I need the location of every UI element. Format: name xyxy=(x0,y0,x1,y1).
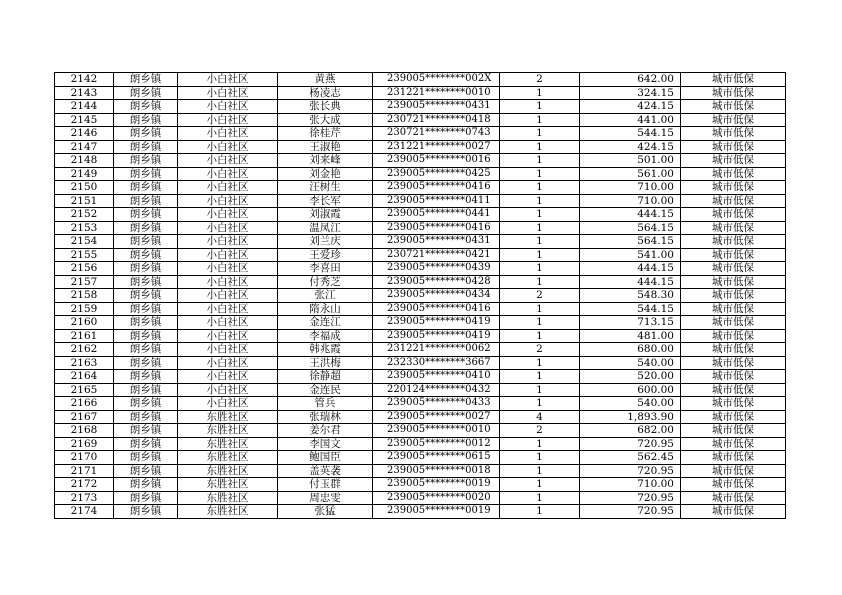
cell-subsidy-type: 城市低保 xyxy=(681,113,786,127)
cell-household-size: 2 xyxy=(500,343,580,357)
cell-amount: 324.15 xyxy=(580,86,681,100)
cell-town: 朗乡镇 xyxy=(114,181,178,195)
cell-row-number: 2146 xyxy=(55,127,114,141)
cell-id-number: 239005********0428 xyxy=(373,275,500,289)
cell-name: 周忠雯 xyxy=(278,491,373,505)
cell-town: 朗乡镇 xyxy=(114,73,178,87)
cell-row-number: 2170 xyxy=(55,451,114,465)
cell-id-number: 239005********0416 xyxy=(373,181,500,195)
cell-id-number: 239005********0416 xyxy=(373,302,500,316)
table-row xyxy=(55,424,786,438)
cell-amount: 540.00 xyxy=(580,356,681,370)
cell-row-number: 2152 xyxy=(55,208,114,222)
cell-row-number: 2173 xyxy=(55,491,114,505)
cell-subsidy-type: 城市低保 xyxy=(681,356,786,370)
cell-id-number: 239005********0441 xyxy=(373,208,500,222)
cell-community: 东胜社区 xyxy=(178,505,278,519)
cell-town: 朗乡镇 xyxy=(114,302,178,316)
cell-subsidy-type: 城市低保 xyxy=(681,491,786,505)
cell-town: 朗乡镇 xyxy=(114,356,178,370)
cell-amount: 720.95 xyxy=(580,437,681,451)
cell-id-number: 239005********0439 xyxy=(373,262,500,276)
cell-amount: 642.00 xyxy=(580,73,681,87)
cell-name: 金连江 xyxy=(278,316,373,330)
cell-household-size: 1 xyxy=(500,397,580,411)
cell-amount: 564.15 xyxy=(580,221,681,235)
cell-amount: 444.15 xyxy=(580,262,681,276)
cell-row-number: 2143 xyxy=(55,86,114,100)
cell-subsidy-type: 城市低保 xyxy=(681,100,786,114)
cell-household-size: 1 xyxy=(500,316,580,330)
cell-town: 朗乡镇 xyxy=(114,329,178,343)
cell-household-size: 1 xyxy=(500,302,580,316)
cell-household-size: 2 xyxy=(500,424,580,438)
cell-amount: 520.00 xyxy=(580,370,681,384)
cell-id-number: 231221********0062 xyxy=(373,343,500,357)
cell-amount: 501.00 xyxy=(580,154,681,168)
cell-name: 李喜田 xyxy=(278,262,373,276)
cell-community: 小白社区 xyxy=(178,397,278,411)
cell-subsidy-type: 城市低保 xyxy=(681,167,786,181)
cell-subsidy-type: 城市低保 xyxy=(681,181,786,195)
cell-name: 姜尔君 xyxy=(278,424,373,438)
cell-community: 东胜社区 xyxy=(178,424,278,438)
cell-name: 李国文 xyxy=(278,437,373,451)
table-row xyxy=(55,100,786,114)
cell-town: 朗乡镇 xyxy=(114,410,178,424)
cell-town: 朗乡镇 xyxy=(114,343,178,357)
subsidy-roster-table xyxy=(54,72,786,519)
cell-community: 小白社区 xyxy=(178,194,278,208)
cell-household-size: 1 xyxy=(500,275,580,289)
cell-community: 东胜社区 xyxy=(178,437,278,451)
cell-row-number: 2154 xyxy=(55,235,114,249)
cell-community: 小白社区 xyxy=(178,302,278,316)
table-row xyxy=(55,343,786,357)
cell-id-number: 230721********0421 xyxy=(373,248,500,262)
cell-household-size: 1 xyxy=(500,329,580,343)
cell-community: 小白社区 xyxy=(178,221,278,235)
cell-subsidy-type: 城市低保 xyxy=(681,478,786,492)
cell-household-size: 1 xyxy=(500,100,580,114)
cell-row-number: 2167 xyxy=(55,410,114,424)
cell-town: 朗乡镇 xyxy=(114,248,178,262)
cell-id-number: 220124********0432 xyxy=(373,383,500,397)
cell-town: 朗乡镇 xyxy=(114,451,178,465)
cell-row-number: 2149 xyxy=(55,167,114,181)
cell-town: 朗乡镇 xyxy=(114,505,178,519)
table-row xyxy=(55,154,786,168)
cell-id-number: 239005********0019 xyxy=(373,505,500,519)
cell-subsidy-type: 城市低保 xyxy=(681,383,786,397)
cell-household-size: 1 xyxy=(500,491,580,505)
cell-community: 小白社区 xyxy=(178,154,278,168)
cell-town: 朗乡镇 xyxy=(114,397,178,411)
cell-subsidy-type: 城市低保 xyxy=(681,329,786,343)
cell-community: 小白社区 xyxy=(178,86,278,100)
cell-household-size: 1 xyxy=(500,235,580,249)
cell-subsidy-type: 城市低保 xyxy=(681,370,786,384)
cell-name: 张江 xyxy=(278,289,373,303)
table-body xyxy=(55,73,786,519)
table-row xyxy=(55,491,786,505)
cell-amount: 441.00 xyxy=(580,113,681,127)
cell-id-number: 239005********0431 xyxy=(373,235,500,249)
cell-row-number: 2147 xyxy=(55,140,114,154)
cell-name: 李福成 xyxy=(278,329,373,343)
cell-household-size: 2 xyxy=(500,73,580,87)
cell-town: 朗乡镇 xyxy=(114,275,178,289)
cell-town: 朗乡镇 xyxy=(114,383,178,397)
cell-subsidy-type: 城市低保 xyxy=(681,127,786,141)
cell-subsidy-type: 城市低保 xyxy=(681,262,786,276)
cell-household-size: 1 xyxy=(500,451,580,465)
cell-amount: 562.45 xyxy=(580,451,681,465)
cell-amount: 481.00 xyxy=(580,329,681,343)
cell-amount: 424.15 xyxy=(580,100,681,114)
table-row xyxy=(55,464,786,478)
cell-community: 小白社区 xyxy=(178,343,278,357)
cell-subsidy-type: 城市低保 xyxy=(681,316,786,330)
cell-row-number: 2166 xyxy=(55,397,114,411)
table-row xyxy=(55,356,786,370)
cell-town: 朗乡镇 xyxy=(114,235,178,249)
cell-community: 小白社区 xyxy=(178,113,278,127)
table-row xyxy=(55,329,786,343)
cell-community: 东胜社区 xyxy=(178,478,278,492)
cell-subsidy-type: 城市低保 xyxy=(681,302,786,316)
table-row xyxy=(55,275,786,289)
cell-row-number: 2155 xyxy=(55,248,114,262)
cell-id-number: 239005********0027 xyxy=(373,410,500,424)
cell-amount: 544.15 xyxy=(580,302,681,316)
cell-subsidy-type: 城市低保 xyxy=(681,194,786,208)
cell-town: 朗乡镇 xyxy=(114,140,178,154)
cell-id-number: 239005********0416 xyxy=(373,221,500,235)
cell-subsidy-type: 城市低保 xyxy=(681,248,786,262)
cell-household-size: 1 xyxy=(500,208,580,222)
cell-row-number: 2153 xyxy=(55,221,114,235)
table-row xyxy=(55,289,786,303)
cell-community: 小白社区 xyxy=(178,329,278,343)
cell-row-number: 2169 xyxy=(55,437,114,451)
table-row xyxy=(55,86,786,100)
cell-id-number: 239005********002X xyxy=(373,73,500,87)
table-row xyxy=(55,262,786,276)
cell-town: 朗乡镇 xyxy=(114,478,178,492)
cell-id-number: 239005********0019 xyxy=(373,478,500,492)
cell-town: 朗乡镇 xyxy=(114,289,178,303)
cell-subsidy-type: 城市低保 xyxy=(681,154,786,168)
cell-name: 管兵 xyxy=(278,397,373,411)
cell-subsidy-type: 城市低保 xyxy=(681,140,786,154)
cell-id-number: 239005********0434 xyxy=(373,289,500,303)
cell-id-number: 239005********0018 xyxy=(373,464,500,478)
cell-household-size: 1 xyxy=(500,113,580,127)
table-row xyxy=(55,208,786,222)
cell-amount: 600.00 xyxy=(580,383,681,397)
cell-subsidy-type: 城市低保 xyxy=(681,275,786,289)
cell-row-number: 2161 xyxy=(55,329,114,343)
cell-name: 王洪梅 xyxy=(278,356,373,370)
cell-amount: 720.95 xyxy=(580,505,681,519)
cell-community: 小白社区 xyxy=(178,370,278,384)
cell-subsidy-type: 城市低保 xyxy=(681,410,786,424)
cell-town: 朗乡镇 xyxy=(114,113,178,127)
cell-name: 鲍国臣 xyxy=(278,451,373,465)
cell-subsidy-type: 城市低保 xyxy=(681,437,786,451)
cell-town: 朗乡镇 xyxy=(114,127,178,141)
cell-id-number: 239005********0615 xyxy=(373,451,500,465)
cell-amount: 540.00 xyxy=(580,397,681,411)
cell-row-number: 2168 xyxy=(55,424,114,438)
cell-household-size: 2 xyxy=(500,289,580,303)
cell-town: 朗乡镇 xyxy=(114,100,178,114)
cell-row-number: 2171 xyxy=(55,464,114,478)
table-row xyxy=(55,451,786,465)
table-row xyxy=(55,505,786,519)
cell-household-size: 1 xyxy=(500,383,580,397)
cell-community: 小白社区 xyxy=(178,73,278,87)
cell-row-number: 2151 xyxy=(55,194,114,208)
cell-household-size: 1 xyxy=(500,437,580,451)
cell-name: 张大成 xyxy=(278,113,373,127)
cell-id-number: 239005********0410 xyxy=(373,370,500,384)
cell-household-size: 4 xyxy=(500,410,580,424)
cell-name: 付秀芝 xyxy=(278,275,373,289)
cell-community: 小白社区 xyxy=(178,275,278,289)
table-row xyxy=(55,181,786,195)
cell-name: 张瑞林 xyxy=(278,410,373,424)
cell-name: 李长军 xyxy=(278,194,373,208)
cell-id-number: 239005********0419 xyxy=(373,316,500,330)
cell-household-size: 1 xyxy=(500,248,580,262)
cell-row-number: 2162 xyxy=(55,343,114,357)
cell-subsidy-type: 城市低保 xyxy=(681,505,786,519)
cell-name: 盖英袭 xyxy=(278,464,373,478)
cell-household-size: 1 xyxy=(500,194,580,208)
cell-amount: 720.95 xyxy=(580,464,681,478)
table-row xyxy=(55,437,786,451)
cell-amount: 544.15 xyxy=(580,127,681,141)
cell-row-number: 2164 xyxy=(55,370,114,384)
cell-id-number: 239005********0425 xyxy=(373,167,500,181)
table-row xyxy=(55,221,786,235)
cell-id-number: 232330********3667 xyxy=(373,356,500,370)
cell-amount: 682.00 xyxy=(580,424,681,438)
cell-community: 小白社区 xyxy=(178,181,278,195)
cell-community: 小白社区 xyxy=(178,208,278,222)
cell-town: 朗乡镇 xyxy=(114,208,178,222)
cell-id-number: 239005********0010 xyxy=(373,424,500,438)
cell-name: 汪树生 xyxy=(278,181,373,195)
cell-row-number: 2160 xyxy=(55,316,114,330)
cell-name: 张长典 xyxy=(278,100,373,114)
cell-subsidy-type: 城市低保 xyxy=(681,424,786,438)
cell-name: 王淑艳 xyxy=(278,140,373,154)
cell-household-size: 1 xyxy=(500,140,580,154)
cell-town: 朗乡镇 xyxy=(114,491,178,505)
cell-name: 黄燕 xyxy=(278,73,373,87)
cell-subsidy-type: 城市低保 xyxy=(681,451,786,465)
cell-name: 韩兆霞 xyxy=(278,343,373,357)
cell-community: 小白社区 xyxy=(178,100,278,114)
cell-name: 徐桂芹 xyxy=(278,127,373,141)
cell-town: 朗乡镇 xyxy=(114,464,178,478)
cell-row-number: 2165 xyxy=(55,383,114,397)
cell-subsidy-type: 城市低保 xyxy=(681,221,786,235)
cell-amount: 1,893.90 xyxy=(580,410,681,424)
cell-id-number: 230721********0743 xyxy=(373,127,500,141)
cell-subsidy-type: 城市低保 xyxy=(681,397,786,411)
cell-row-number: 2163 xyxy=(55,356,114,370)
table-row xyxy=(55,316,786,330)
cell-subsidy-type: 城市低保 xyxy=(681,464,786,478)
cell-town: 朗乡镇 xyxy=(114,167,178,181)
cell-name: 金连民 xyxy=(278,383,373,397)
cell-name: 张猛 xyxy=(278,505,373,519)
cell-name: 杨凌志 xyxy=(278,86,373,100)
cell-amount: 444.15 xyxy=(580,208,681,222)
cell-subsidy-type: 城市低保 xyxy=(681,289,786,303)
cell-name: 刘淑霞 xyxy=(278,208,373,222)
cell-amount: 710.00 xyxy=(580,194,681,208)
cell-amount: 424.15 xyxy=(580,140,681,154)
cell-community: 小白社区 xyxy=(178,127,278,141)
cell-town: 朗乡镇 xyxy=(114,86,178,100)
table-row xyxy=(55,383,786,397)
cell-town: 朗乡镇 xyxy=(114,154,178,168)
cell-row-number: 2144 xyxy=(55,100,114,114)
cell-subsidy-type: 城市低保 xyxy=(681,208,786,222)
cell-household-size: 1 xyxy=(500,181,580,195)
cell-id-number: 239005********0012 xyxy=(373,437,500,451)
cell-name: 刘金艳 xyxy=(278,167,373,181)
cell-household-size: 1 xyxy=(500,127,580,141)
cell-id-number: 239005********0411 xyxy=(373,194,500,208)
cell-amount: 444.15 xyxy=(580,275,681,289)
cell-household-size: 1 xyxy=(500,356,580,370)
cell-name: 王爱珍 xyxy=(278,248,373,262)
cell-row-number: 2156 xyxy=(55,262,114,276)
cell-row-number: 2148 xyxy=(55,154,114,168)
cell-town: 朗乡镇 xyxy=(114,437,178,451)
cell-household-size: 1 xyxy=(500,464,580,478)
cell-id-number: 239005********0431 xyxy=(373,100,500,114)
table-row xyxy=(55,194,786,208)
cell-amount: 720.95 xyxy=(580,491,681,505)
cell-amount: 710.00 xyxy=(580,478,681,492)
cell-row-number: 2142 xyxy=(55,73,114,87)
cell-household-size: 1 xyxy=(500,370,580,384)
cell-amount: 564.15 xyxy=(580,235,681,249)
cell-row-number: 2172 xyxy=(55,478,114,492)
cell-amount: 680.00 xyxy=(580,343,681,357)
cell-amount: 561.00 xyxy=(580,167,681,181)
cell-id-number: 231221********0010 xyxy=(373,86,500,100)
cell-row-number: 2159 xyxy=(55,302,114,316)
cell-community: 小白社区 xyxy=(178,316,278,330)
cell-household-size: 1 xyxy=(500,505,580,519)
cell-community: 小白社区 xyxy=(178,356,278,370)
table-row xyxy=(55,167,786,181)
cell-community: 东胜社区 xyxy=(178,451,278,465)
cell-name: 刘兰庆 xyxy=(278,235,373,249)
cell-household-size: 1 xyxy=(500,154,580,168)
cell-subsidy-type: 城市低保 xyxy=(681,73,786,87)
cell-community: 小白社区 xyxy=(178,235,278,249)
cell-id-number: 239005********0419 xyxy=(373,329,500,343)
cell-name: 温凤江 xyxy=(278,221,373,235)
cell-household-size: 1 xyxy=(500,478,580,492)
table-row xyxy=(55,73,786,87)
table-row xyxy=(55,127,786,141)
cell-household-size: 1 xyxy=(500,167,580,181)
cell-id-number: 231221********0027 xyxy=(373,140,500,154)
cell-household-size: 1 xyxy=(500,86,580,100)
cell-community: 东胜社区 xyxy=(178,410,278,424)
table-row xyxy=(55,302,786,316)
table-row xyxy=(55,235,786,249)
cell-town: 朗乡镇 xyxy=(114,370,178,384)
cell-amount: 548.30 xyxy=(580,289,681,303)
cell-amount: 713.15 xyxy=(580,316,681,330)
cell-community: 小白社区 xyxy=(178,289,278,303)
cell-name: 隋永山 xyxy=(278,302,373,316)
cell-row-number: 2145 xyxy=(55,113,114,127)
cell-community: 小白社区 xyxy=(178,262,278,276)
table-row xyxy=(55,370,786,384)
table-row xyxy=(55,397,786,411)
cell-amount: 541.00 xyxy=(580,248,681,262)
cell-town: 朗乡镇 xyxy=(114,262,178,276)
cell-community: 小白社区 xyxy=(178,167,278,181)
cell-name: 徐静超 xyxy=(278,370,373,384)
cell-id-number: 239005********0016 xyxy=(373,154,500,168)
cell-row-number: 2157 xyxy=(55,275,114,289)
cell-town: 朗乡镇 xyxy=(114,424,178,438)
cell-community: 小白社区 xyxy=(178,248,278,262)
cell-community: 小白社区 xyxy=(178,140,278,154)
cell-name: 付玉群 xyxy=(278,478,373,492)
cell-town: 朗乡镇 xyxy=(114,194,178,208)
table-row xyxy=(55,248,786,262)
cell-name: 刘来峰 xyxy=(278,154,373,168)
cell-amount: 710.00 xyxy=(580,181,681,195)
table-row xyxy=(55,478,786,492)
cell-subsidy-type: 城市低保 xyxy=(681,235,786,249)
cell-household-size: 1 xyxy=(500,221,580,235)
cell-row-number: 2158 xyxy=(55,289,114,303)
cell-household-size: 1 xyxy=(500,262,580,276)
table-row xyxy=(55,410,786,424)
cell-subsidy-type: 城市低保 xyxy=(681,343,786,357)
cell-community: 东胜社区 xyxy=(178,491,278,505)
cell-community: 小白社区 xyxy=(178,383,278,397)
cell-id-number: 230721********0418 xyxy=(373,113,500,127)
cell-community: 东胜社区 xyxy=(178,464,278,478)
cell-row-number: 2150 xyxy=(55,181,114,195)
cell-row-number: 2174 xyxy=(55,505,114,519)
table-row xyxy=(55,140,786,154)
cell-id-number: 239005********0433 xyxy=(373,397,500,411)
table-row xyxy=(55,113,786,127)
cell-town: 朗乡镇 xyxy=(114,221,178,235)
cell-subsidy-type: 城市低保 xyxy=(681,86,786,100)
cell-town: 朗乡镇 xyxy=(114,316,178,330)
cell-id-number: 239005********0020 xyxy=(373,491,500,505)
